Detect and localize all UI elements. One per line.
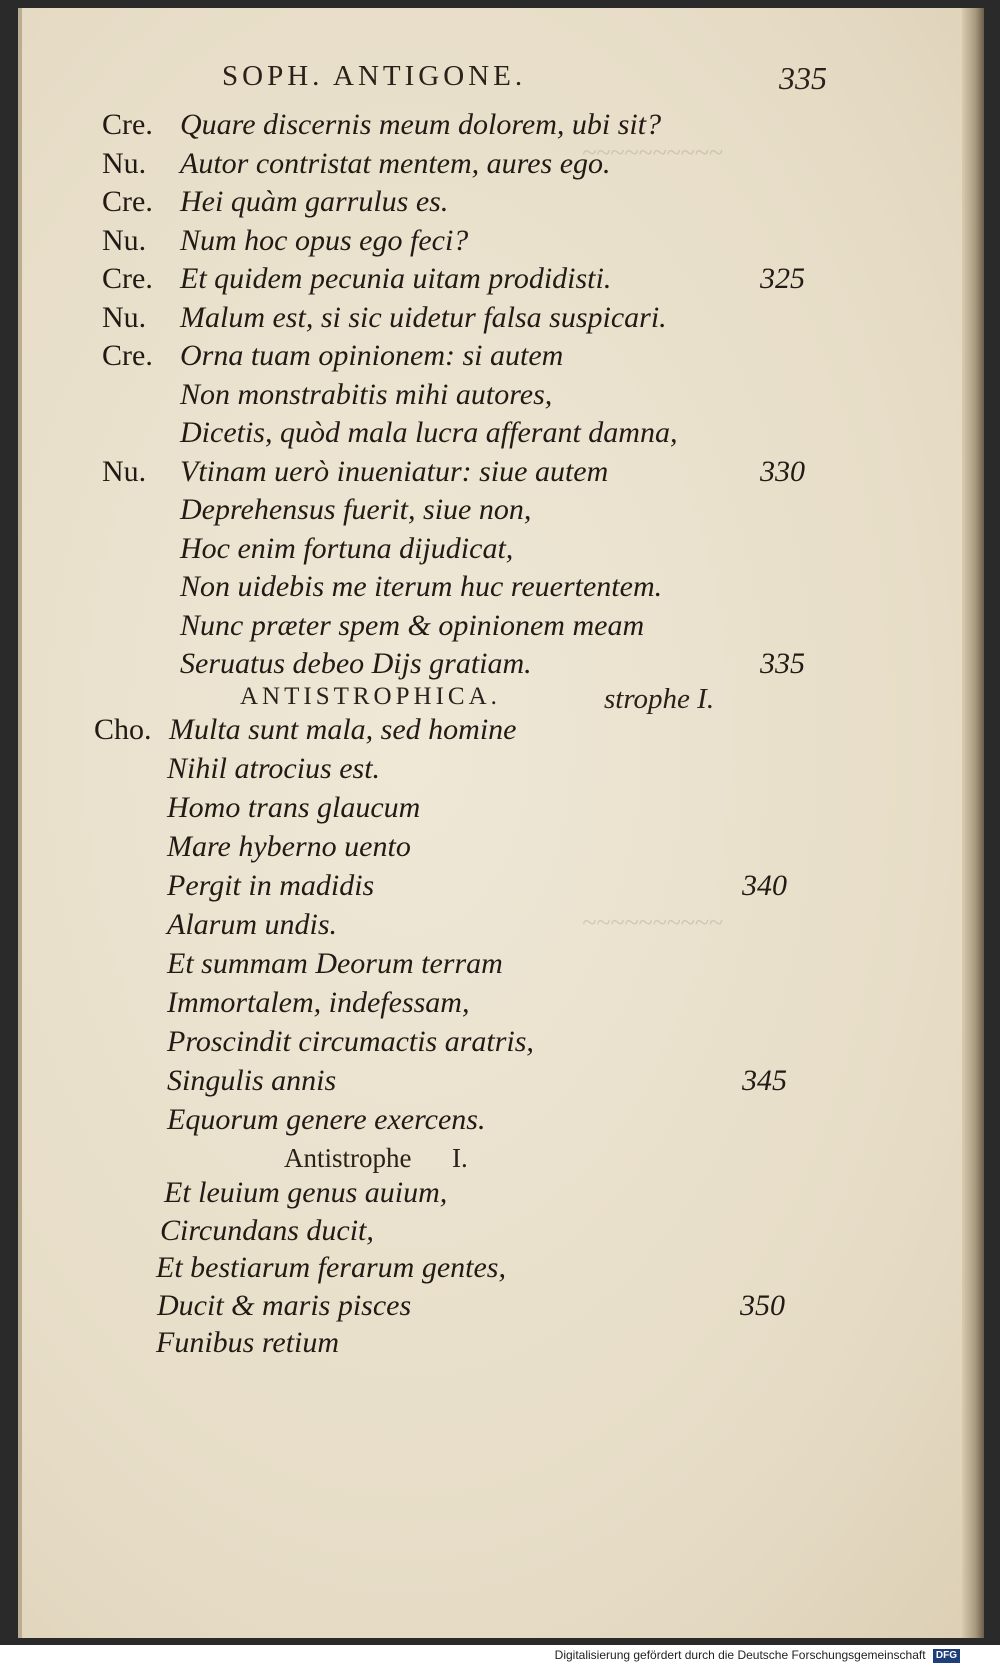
line-number: 335 [760,647,805,680]
text-line [22,908,984,948]
text-line [22,570,984,610]
text-line [22,869,984,909]
text-line [22,791,984,831]
verse-text: Deprehensus fuerit, siue non, [180,493,532,526]
verse-text: Proscindit circumactis aratris, [167,1025,534,1058]
verse-text: Autor contristat mentem, aures ego. [180,146,611,180]
heading-sub: strophe I. [604,683,715,715]
text-line [22,1064,984,1104]
text-line [22,493,984,533]
verse-text: Singulis annis [167,1064,337,1097]
speaker-label: Nu. [102,300,147,334]
verse-text: Funibus retium [156,1326,340,1359]
speaker-label: Cho. [94,713,152,746]
speaker-label: Nu. [102,223,147,257]
verse-text: Et summam Deorum terram [167,947,503,980]
verse-text: Et bestiarum ferarum gentes, [156,1251,506,1284]
verse-text: Homo trans glaucum [167,791,421,824]
bleed-through-texture: ~~~~~~~~~~ [582,908,723,937]
verse-text: Multa sunt mala, sed homine [169,713,517,746]
text-line [22,1025,984,1065]
heading-main: Antistrophe [284,1143,412,1173]
text-line [22,1251,984,1291]
dfg-logo: DFG [933,1649,960,1663]
verse-text: Nunc præter spem & opinionem meam [180,608,645,642]
text-line [22,713,984,753]
text-line [22,830,984,870]
text-line [22,986,984,1026]
verse-text: Non monstrabitis mihi autores, [180,377,553,411]
verse-text: Malum est, si sic uidetur falsa suspicari. [180,300,667,334]
verse-text: Quare discernis meum dolorem, ubi sit? [180,108,662,141]
verse-text: Et quidem pecunia uitam prodidisti. [180,262,612,295]
line-number: 330 [760,454,805,488]
bleed-through-texture: ~~~~~~~~~~ [582,138,723,167]
verse-text: Orna tuam opinionem: si autem [180,339,564,372]
line-number: 345 [742,1064,787,1097]
text-line [22,185,984,225]
footer-credit: Digitalisierung gefördert durch die Deutsche Forschungsgemeinschaft [554,1648,926,1662]
speaker-label: Cre. [102,339,153,372]
running-head: SOPH. ANTIGONE. [222,60,527,92]
text-line [22,1326,984,1366]
text-line [22,108,984,148]
verse-text: Vtinam uerò inueniatur: siue autem [180,454,609,488]
heading-main: ANTISTROPHICA. [240,683,501,710]
text-line [22,532,984,572]
verse-text: Pergit in madidis [167,869,375,902]
text-line [22,339,984,379]
book-page [18,8,984,1638]
text-line [22,455,984,495]
page-number: 335 [779,60,827,96]
verse-text: Equorum genere exercens. [167,1103,486,1136]
text-line [22,1176,984,1216]
verse-text: Ducit & maris pisces [157,1288,412,1322]
text-line [22,378,984,418]
text-line [22,147,984,187]
text-line [22,262,984,302]
speaker-label: Nu. [102,146,147,180]
text-line [22,301,984,341]
verse-text: Alarum undis. [167,908,338,941]
verse-text: Et leuium genus auium, [164,1176,448,1209]
heading-sub: I. [452,1143,468,1173]
speaker-label: Cre. [102,108,153,141]
text-line [22,1103,984,1143]
verse-text: Mare hyberno uento [167,830,411,863]
digitization-footer [555,1648,960,1663]
line-number: 325 [760,262,805,295]
text-line [22,416,984,456]
text-line [22,1289,984,1329]
verse-text: Non uidebis me iterum huc reuertentem. [180,570,663,603]
verse-text: Num hoc opus ego feci? [180,223,469,257]
verse-text: Dicetis, quòd mala lucra afferant damna, [180,416,678,449]
verse-text: Hoc enim fortuna dijudicat, [180,531,514,565]
verse-text: Circundans ducit, [160,1213,374,1247]
line-number: 340 [742,869,787,902]
running-header [22,60,984,100]
text-line [22,647,984,687]
verse-text: Nihil atrocius est. [167,752,381,785]
text-line [22,224,984,264]
verse-text: Seruatus debeo Dijs gratiam. [180,647,532,680]
speaker-label: Cre. [102,185,153,218]
text-line [22,752,984,792]
speaker-label: Nu. [102,454,147,488]
text-line [22,609,984,649]
text-line [22,1214,984,1254]
line-number: 350 [740,1288,785,1322]
speaker-label: Cre. [102,262,153,295]
verse-text: Hei quàm garrulus es. [180,185,449,218]
verse-text: Immortalem, indefessam, [167,986,470,1019]
text-line [22,947,984,987]
